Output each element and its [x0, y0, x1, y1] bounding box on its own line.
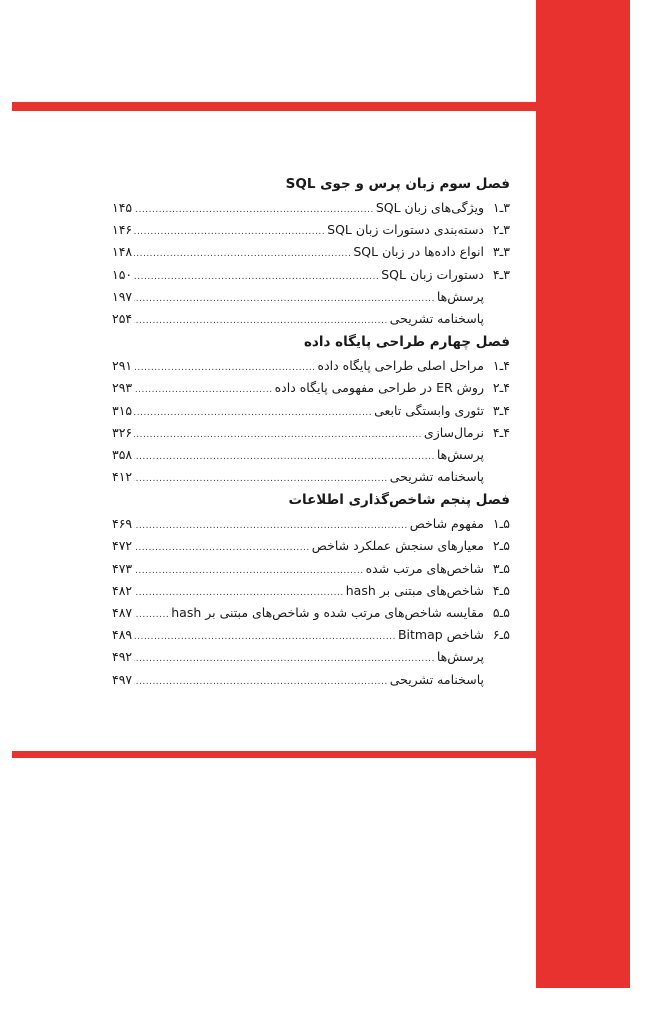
toc-entry[interactable]	[112, 513, 510, 535]
section-title: پاسخنامه تشریحی	[389, 671, 484, 687]
section-number: ۴ـ۲	[492, 380, 510, 396]
table-of-contents	[112, 172, 510, 691]
section-title: ویژگی‌های زبان SQL	[375, 200, 484, 215]
section-number: ۵ـ۵	[492, 605, 510, 620]
section-title: پرسش‌ها	[436, 446, 484, 462]
page-number: ۱۵۰	[112, 266, 133, 282]
page-number: ۳۱۵	[112, 402, 133, 418]
toc-entry[interactable]	[112, 264, 510, 286]
page-number: ۱۴۸	[112, 244, 133, 260]
toc-entry[interactable]	[112, 197, 510, 219]
chapter-title: فصل چهارم طراحی پایگاه داده	[303, 334, 510, 351]
section-number: ۴ـ۴	[492, 424, 510, 440]
section-number: ۳ـ۲	[492, 222, 510, 238]
section-title: پاسخنامه تشریحی	[389, 469, 484, 485]
section-title: شاخص‌های مبتنی بر hash	[345, 582, 484, 598]
toc-entry[interactable]	[112, 466, 510, 488]
page-number: ۴۸۲	[112, 582, 133, 598]
section-title: پرسش‌ها	[436, 288, 484, 304]
dot-leader	[134, 243, 351, 265]
toc-entry[interactable]	[112, 355, 510, 377]
section-title: دسته‌بندی دستورات زبان SQL	[327, 222, 484, 238]
section-title: مفهوم شاخص	[409, 516, 484, 532]
dot-leader	[134, 604, 169, 626]
section-number: ۵ـ۱	[492, 516, 510, 532]
toc-entry[interactable]	[112, 219, 510, 241]
toc-entry[interactable]	[112, 308, 510, 330]
dot-leader	[134, 515, 408, 537]
section-number: ۴ـ۱	[492, 358, 510, 374]
section-title: شاخص Bitmap	[397, 627, 484, 643]
section-title: تئوری وابستگی تابعی	[374, 402, 484, 418]
section-title: معیارهای سنجش عملکرد شاخص	[311, 538, 484, 554]
chapter-title: فصل سوم زبان پرس و جوی SQL	[285, 176, 510, 192]
toc-entry[interactable]	[112, 241, 510, 263]
toc-entry[interactable]	[112, 669, 510, 691]
dot-leader	[134, 402, 372, 424]
toc-entry[interactable]	[112, 624, 510, 646]
section-title: مقایسه شاخص‌های مرتب شده و شاخص‌های مبتنی بر hash	[171, 605, 484, 620]
page-number: ۱۴۶	[112, 222, 133, 238]
dot-leader	[134, 357, 315, 379]
section-title: روش ER در طراحی مفهومی پایگاه داده	[274, 380, 484, 396]
page-number: ۴۷۳	[112, 560, 133, 576]
dot-leader	[134, 446, 435, 468]
section-title: مراحل اصلی طراحی پایگاه داده	[317, 358, 484, 374]
dot-leader	[134, 560, 363, 582]
section-title: انواع داده‌ها در زبان SQL	[353, 244, 484, 260]
page-number: ۴۹۷	[112, 671, 133, 687]
section-title: پرسش‌ها	[436, 649, 484, 665]
dot-leader	[134, 468, 388, 490]
section-title: نرمال‌سازی	[423, 424, 484, 440]
dot-leader	[134, 379, 272, 401]
toc-entry[interactable]	[112, 646, 510, 668]
page-number: ۲۹۱	[112, 358, 133, 374]
toc-entry[interactable]	[112, 558, 510, 580]
page-number: ۴۶۹	[112, 516, 133, 532]
page-number: ۳۲۶	[112, 424, 133, 440]
page-number: ۲۵۴	[112, 310, 133, 326]
section-number: ۵ـ۶	[492, 627, 510, 643]
page-number: ۴۸۹	[112, 627, 133, 643]
page-number: ۱۹۷	[112, 288, 133, 304]
page-number: ۴۷۲	[112, 538, 133, 554]
dot-leader	[134, 310, 388, 332]
section-number: ۳ـ۳	[492, 244, 510, 260]
page-number: ۴۱۲	[112, 469, 133, 485]
section-number: ۵ـ۴	[492, 582, 510, 598]
chapter-title: فصل پنجم شاخص‌گذاری اطلاعات	[288, 492, 510, 509]
red-side-band	[536, 0, 630, 988]
dot-leader	[134, 626, 396, 648]
dot-leader	[134, 648, 435, 670]
section-title: پاسخنامه تشریحی	[389, 310, 484, 326]
toc-entry[interactable]	[112, 580, 510, 602]
page-number: ۳۵۸	[112, 446, 133, 462]
toc-entry[interactable]	[112, 286, 510, 308]
bottom-red-rule	[12, 751, 538, 758]
section-number: ۵ـ۳	[492, 560, 510, 576]
page-number: ۱۴۵	[112, 200, 133, 215]
dot-leader	[134, 266, 379, 288]
section-number: ۴ـ۳	[492, 402, 510, 418]
dot-leader	[134, 671, 388, 693]
section-number: ۵ـ۲	[492, 538, 510, 554]
dot-leader	[134, 288, 435, 310]
top-red-rule	[12, 102, 538, 111]
toc-entry[interactable]	[112, 400, 510, 422]
page-number: ۴۸۷	[112, 605, 133, 620]
toc-entry[interactable]	[112, 444, 510, 466]
dot-leader	[134, 537, 310, 559]
toc-entry[interactable]	[112, 422, 510, 444]
page-number: ۴۹۲	[112, 649, 133, 665]
section-title: شاخص‌های مرتب شده	[365, 560, 484, 576]
dot-leader	[134, 221, 325, 243]
toc-entry[interactable]	[112, 535, 510, 557]
toc-entry[interactable]	[112, 377, 510, 399]
section-number: ۳ـ۴	[492, 266, 510, 282]
dot-leader	[134, 424, 422, 446]
toc-entry[interactable]	[112, 602, 510, 624]
page-number: ۲۹۳	[112, 380, 133, 396]
section-title: دستورات زبان SQL	[381, 266, 484, 282]
dot-leader	[134, 582, 344, 604]
dot-leader	[134, 199, 374, 221]
section-number: ۳ـ۱	[492, 200, 510, 215]
